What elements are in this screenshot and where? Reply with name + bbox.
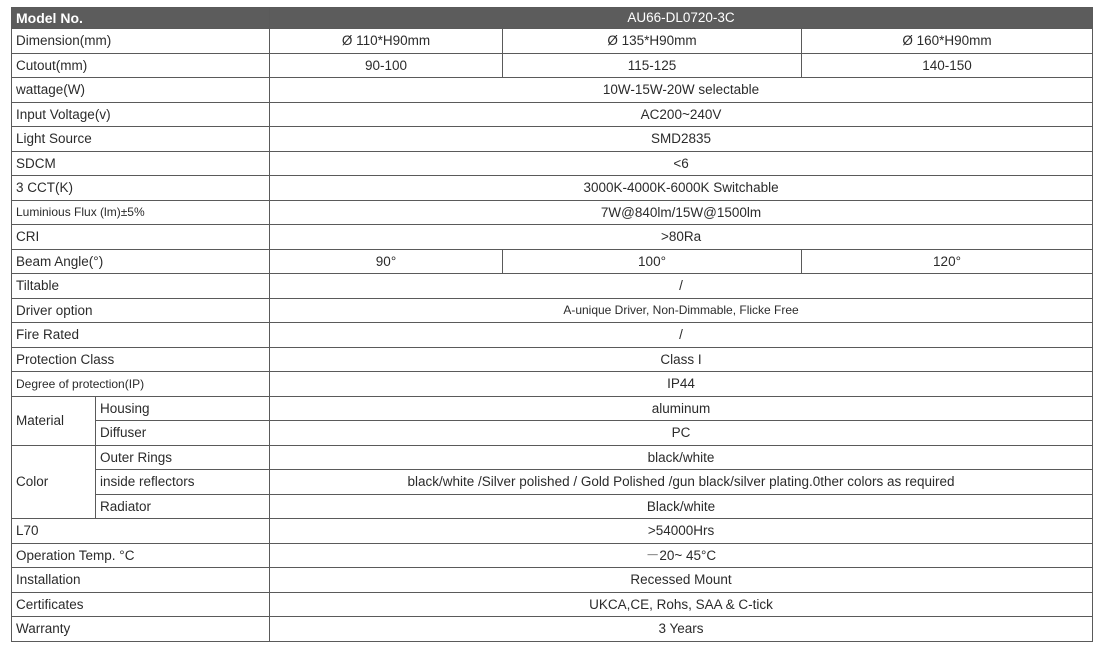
radiator-value: Black/white: [270, 494, 1093, 519]
table-row: [12, 592, 1093, 617]
row-label-l70: L70: [12, 519, 270, 544]
wattage-value: 10W-15W-20W selectable: [270, 78, 1093, 103]
row-label-fire-rated: Fire Rated: [12, 323, 270, 348]
table-row: [12, 372, 1093, 397]
table-row: [12, 494, 1093, 519]
cct-value: 3000K-4000K-6000K Switchable: [270, 176, 1093, 201]
table-row: [12, 396, 1093, 421]
ip-value: IP44: [270, 372, 1093, 397]
cutout-value-2: 115-125: [503, 53, 802, 78]
table-row: [12, 323, 1093, 348]
sub-label-outer-rings: Outer Rings: [96, 445, 270, 470]
beam-angle-value-3: 120°: [802, 249, 1093, 274]
table-row: [12, 617, 1093, 642]
table-row: [12, 53, 1093, 78]
dimension-value-2: Ø 135*H90mm: [503, 29, 802, 54]
row-label-sdcm: SDCM: [12, 151, 270, 176]
table-row: [12, 78, 1093, 103]
row-label-operation-temp: Operation Temp. °C: [12, 543, 270, 568]
table-row: [12, 225, 1093, 250]
table-row: [12, 445, 1093, 470]
input-voltage-value: AC200~240V: [270, 102, 1093, 127]
light-source-value: SMD2835: [270, 127, 1093, 152]
installation-value: Recessed Mount: [270, 568, 1093, 593]
driver-option-value: A-unique Driver, Non-Dimmable, Flicke Free: [270, 298, 1093, 323]
table-row: [12, 200, 1093, 225]
sub-label-diffuser: Diffuser: [96, 421, 270, 446]
fire-rated-value: /: [270, 323, 1093, 348]
table-row: [12, 176, 1093, 201]
table-row: [12, 519, 1093, 544]
table-row: [12, 249, 1093, 274]
table-row: [12, 347, 1093, 372]
row-label-light-source: Light Source: [12, 127, 270, 152]
row-label-input-voltage: Input Voltage(v): [12, 102, 270, 127]
inside-reflectors-value: black/white /Silver polished / Gold Polished /gun black/silver plating.0ther colors as required: [270, 470, 1093, 495]
row-label-dimension: Dimension(mm): [12, 29, 270, 54]
row-label-driver-option: Driver option: [12, 298, 270, 323]
tiltable-value: /: [270, 274, 1093, 299]
beam-angle-value-1: 90°: [270, 249, 503, 274]
cutout-value-1: 90-100: [270, 53, 503, 78]
spec-table: [11, 7, 1093, 642]
housing-value: aluminum: [270, 396, 1093, 421]
row-label-cri: CRI: [12, 225, 270, 250]
row-label-color: Color: [12, 445, 96, 519]
sdcm-value: <6: [270, 151, 1093, 176]
model-no-label: Model No.: [12, 8, 270, 29]
table-row: [12, 151, 1093, 176]
model-no-value: AU66-DL0720-3C: [270, 8, 1093, 29]
table-row: [12, 127, 1093, 152]
row-label-luminous-flux: Luminious Flux (lm)±5%: [12, 200, 270, 225]
l70-value: >54000Hrs: [270, 519, 1093, 544]
luminous-flux-value: 7W@840lm/15W@1500lm: [270, 200, 1093, 225]
certificates-value: UKCA,CE, Rohs, SAA & C-tick: [270, 592, 1093, 617]
row-label-ip: Degree of protection(IP): [12, 372, 270, 397]
row-label-certificates: Certificates: [12, 592, 270, 617]
row-label-beam-angle: Beam Angle(°): [12, 249, 270, 274]
table-row: [12, 298, 1093, 323]
spec-sheet: [11, 7, 1093, 642]
cri-value: >80Ra: [270, 225, 1093, 250]
row-label-installation: Installation: [12, 568, 270, 593]
table-row: [12, 29, 1093, 54]
table-row: [12, 568, 1093, 593]
table-row: [12, 470, 1093, 495]
outer-rings-value: black/white: [270, 445, 1093, 470]
sub-label-housing: Housing: [96, 396, 270, 421]
cutout-value-3: 140-150: [802, 53, 1093, 78]
table-row: [12, 274, 1093, 299]
beam-angle-value-2: 100°: [503, 249, 802, 274]
table-row: [12, 543, 1093, 568]
row-label-protection-class: Protection Class: [12, 347, 270, 372]
table-row: [12, 102, 1093, 127]
diffuser-value: PC: [270, 421, 1093, 446]
row-label-warranty: Warranty: [12, 617, 270, 642]
row-label-material: Material: [12, 396, 96, 445]
dimension-value-1: Ø 110*H90mm: [270, 29, 503, 54]
sub-label-radiator: Radiator: [96, 494, 270, 519]
row-label-tiltable: Tiltable: [12, 274, 270, 299]
sub-label-inside-reflectors: inside reflectors: [96, 470, 270, 495]
table-row: [12, 421, 1093, 446]
protection-class-value: Class I: [270, 347, 1093, 372]
table-header-row: [12, 8, 1093, 29]
row-label-wattage: wattage(W): [12, 78, 270, 103]
row-label-cct: 3 CCT(K): [12, 176, 270, 201]
row-label-cutout: Cutout(mm): [12, 53, 270, 78]
warranty-value: 3 Years: [270, 617, 1093, 642]
dimension-value-3: Ø 160*H90mm: [802, 29, 1093, 54]
operation-temp-value: －20~ 45°C: [270, 543, 1093, 568]
